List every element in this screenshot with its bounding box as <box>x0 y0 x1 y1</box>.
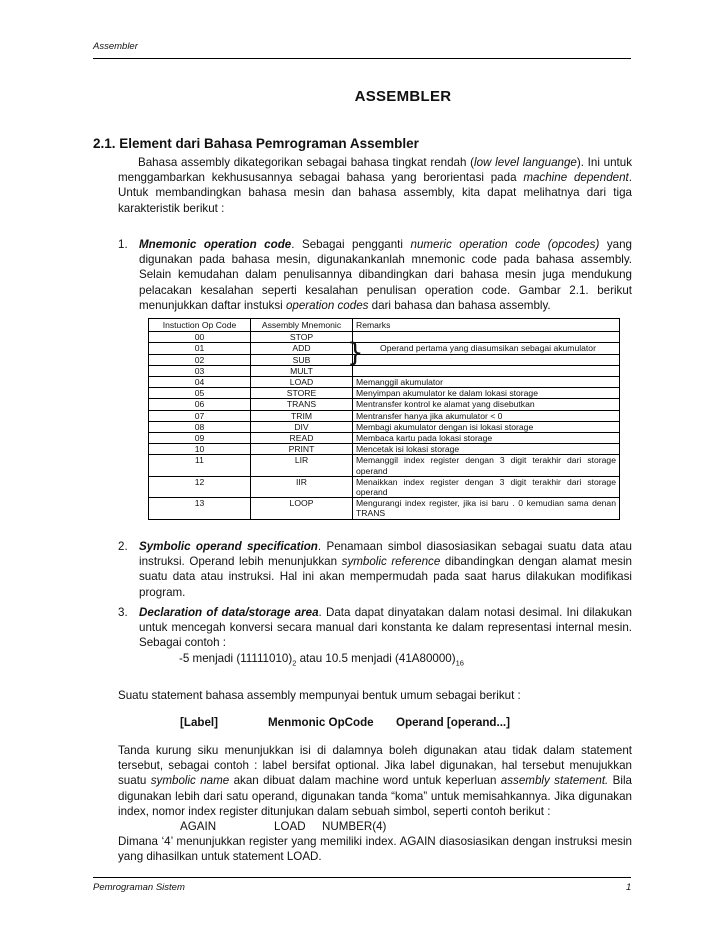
cell-remark: Menyimpan akumulator ke dalam lokasi storage <box>353 388 620 399</box>
item-text: dari bahasa dan bahasa assembly. <box>368 298 551 312</box>
cell-mnemonic: MULT <box>251 365 353 376</box>
footer-title: Pemrograman Sistem <box>93 882 185 893</box>
cell-opcode: 05 <box>149 388 251 399</box>
item-example <box>179 651 632 671</box>
intro-paragraph <box>118 155 632 216</box>
cell-mnemonic: SUB <box>251 354 353 365</box>
list-number: 2. <box>118 540 128 553</box>
table-row <box>149 498 620 519</box>
list-item-3 <box>118 605 632 670</box>
closing-italic: assembly statement. <box>500 774 609 788</box>
section-heading: 2.1. Element dari Bahasa Pemrograman Assembler <box>93 136 419 151</box>
cell-remark: Mentransfer kontrol ke alamat yang disebutkan <box>353 399 620 410</box>
table-row <box>149 410 620 421</box>
code-example <box>118 819 632 834</box>
col-header-opcode: Instuction Op Code <box>149 319 251 332</box>
cell-opcode: 12 <box>149 476 251 497</box>
cell-mnemonic: STORE <box>251 388 353 399</box>
item-term: Declaration of data/storage area <box>139 606 319 619</box>
col-header-mnemonic: Assembly Mnemonic <box>251 319 353 332</box>
example-text: -5 menjadi (11111010) <box>179 651 293 665</box>
page-number: 1 <box>626 882 632 893</box>
cell-mnemonic: PRINT <box>251 444 353 455</box>
intro-italic-1: low level languange <box>474 156 577 169</box>
cell-remark: Memanggil index register dengan 3 digit terakhir dari storage operand <box>353 455 620 476</box>
item-text: dibandingkan dengan alamat mesin suatu data atau instruksi. Hal ini akan mempermudah pada saat harus dilakukan modifikasi program. <box>139 555 633 599</box>
table-row <box>149 354 620 365</box>
table-row <box>149 455 620 476</box>
cell-remark <box>353 332 620 343</box>
cell-mnemonic: IIR <box>251 476 353 497</box>
intro-italic-2: machine dependent <box>523 171 629 185</box>
item-text: . Sebagai pengganti <box>291 238 411 251</box>
closing-text: Bila digunakan lebih dari satu operand, digunakan tanda “koma” untuk memisahkannya. Jika digunakan index, nomor index register ditunjukan dalam sebuah simbol, seperti contoh berikut : <box>118 774 632 818</box>
col-header-remarks: Remarks <box>353 319 620 332</box>
cell-opcode: 02 <box>149 354 251 365</box>
cell-opcode: 07 <box>149 410 251 421</box>
code-op: LOAD <box>274 820 306 834</box>
form-label: [Label] <box>180 716 219 729</box>
cell-mnemonic: ADD <box>251 343 353 354</box>
cell-mnemonic: TRANS <box>251 399 353 410</box>
form-operand: Operand [operand...] <box>396 716 511 729</box>
item-term: Symbolic operand specification <box>139 540 318 553</box>
table-row <box>149 377 620 388</box>
cell-opcode: 00 <box>149 332 251 343</box>
cell-mnemonic: TRIM <box>251 410 353 421</box>
closing-text: Tanda kurung siku menunjukkan isi di dalamnya boleh digunakan atau tidak dalam statement tersebut, sebagai contoh : label bersifat optional. Jika label digunakan, hal tersebut menujukkan suatu <box>118 744 632 788</box>
cell-remark: Mencetak isi lokasi storage <box>353 444 620 455</box>
item-text: . Penamaan simbol diasosiasikan sebagai suatu data atau instruksi. Operand lebih menunjukkan <box>139 540 632 569</box>
table-row <box>149 399 620 410</box>
cell-remark: Memanggil akumulator <box>353 377 620 388</box>
cell-opcode: 09 <box>149 433 251 444</box>
table-row <box>149 332 620 343</box>
table-row <box>149 433 620 444</box>
item-italic: operation codes <box>285 298 369 312</box>
cell-mnemonic: DIV <box>251 421 353 432</box>
cell-remark: Mentransfer hanya jika akumulator < 0 <box>353 410 620 421</box>
example-sub: 16 <box>455 657 464 667</box>
cell-opcode: 13 <box>149 498 251 519</box>
cell-remark <box>353 354 620 365</box>
list-number: 3. <box>118 606 128 619</box>
cell-remark: Mengurangi index register, jika isi baru . 0 kemudian sama denan TRANS <box>353 498 620 519</box>
intro-text-3: . Untuk membandingkan bahasa mesin dan bahasa assembly, kita dapat melihatnya dari tiga karakteristik berikut : <box>118 171 632 215</box>
code-label: AGAIN <box>180 820 217 834</box>
item-term: Mnemonic operation code <box>139 238 292 251</box>
example-text: atau 10.5 menjadi (41A80000) <box>296 651 456 665</box>
item-text: . Data dapat dinyatakan dalam notasi desimal. Ini dilakukan untuk mencegah konversi secara manual dari konstanta ke dalam representasi internal mesin. Sebagai contoh : <box>139 606 632 650</box>
intro-text-2: ). Ini untuk menggambarkan kekhususannya sebagai bahasa yang berorientasi pada <box>118 156 632 185</box>
list-item-2 <box>118 539 632 600</box>
brace-symbol: } <box>347 338 364 368</box>
table-row <box>149 388 620 399</box>
closing-italic: symbolic name <box>150 774 230 788</box>
cell-opcode: 06 <box>149 399 251 410</box>
cell-remark: Menaikkan index register dengan 3 digit terakhir dari storage operand <box>353 476 620 497</box>
item-italic: symbolic reference <box>341 555 441 569</box>
cell-remark <box>353 365 620 376</box>
cell-remark: Membaca kartu pada lokasi storage <box>353 433 620 444</box>
table-header-row <box>149 319 620 332</box>
intro-text-1: Bahasa assembly dikategorikan sebagai bahasa tingkat rendah ( <box>138 156 475 169</box>
cell-opcode: 01 <box>149 343 251 354</box>
list-number: 1. <box>118 238 128 251</box>
cell-remark: Membagi akumulator dengan isi lokasi storage <box>353 421 620 432</box>
header-rule <box>93 58 631 59</box>
cell-mnemonic: STOP <box>251 332 353 343</box>
cell-opcode: 04 <box>149 377 251 388</box>
page-title-text: ASSEMBLER <box>354 88 452 105</box>
closing-text: Dimana ‘4’ menunjukkan register yang memiliki index. AGAIN diasosiasikan dengan instruksi mesin yang dihasilkan untuk statement LOAD. <box>118 835 632 864</box>
cell-mnemonic: LIR <box>251 455 353 476</box>
running-header: Assembler <box>93 41 138 52</box>
table-row <box>149 365 620 376</box>
cell-opcode: 08 <box>149 421 251 432</box>
cell-mnemonic: LOAD <box>251 377 353 388</box>
item-italic: numeric operation code (opcodes) <box>410 238 600 251</box>
code-operand: NUMBER(4) <box>322 820 387 834</box>
cell-opcode: 10 <box>149 444 251 455</box>
cell-mnemonic: READ <box>251 433 353 444</box>
statement-intro: Suatu statement bahasa assembly mempunyai bentuk umum sebagai berikut : <box>118 689 521 702</box>
example-sub: 2 <box>292 657 297 667</box>
footer-rule <box>93 877 631 878</box>
table-row <box>149 444 620 455</box>
item-text: yang digunakan pada bahasa mesin, digunakankanlah mnemonic code pada bahasa assembly. Selain kemudahan dalam penulisannya dibandingkan dari bahasa mesin juga mendukung pelacakan kesalahan seperti kesalahan penulisan operation code. Gambar 2.1. berikut menunjukkan daftar instuksi <box>139 238 632 312</box>
table-row <box>149 476 620 497</box>
list-item-1 <box>118 237 632 313</box>
table-row <box>149 421 620 432</box>
closing-paragraph <box>118 743 632 864</box>
form-opcode: Menmonic OpCode <box>268 716 374 729</box>
brace-note: Operand pertama yang diasumsikan sebagai akumulator <box>380 343 596 353</box>
closing-text: akan dibuat dalam machine word untuk keperluan <box>229 774 501 788</box>
cell-opcode: 03 <box>149 365 251 376</box>
cell-opcode: 11 <box>149 455 251 476</box>
page-title <box>0 88 728 105</box>
cell-mnemonic: LOOP <box>251 498 353 519</box>
